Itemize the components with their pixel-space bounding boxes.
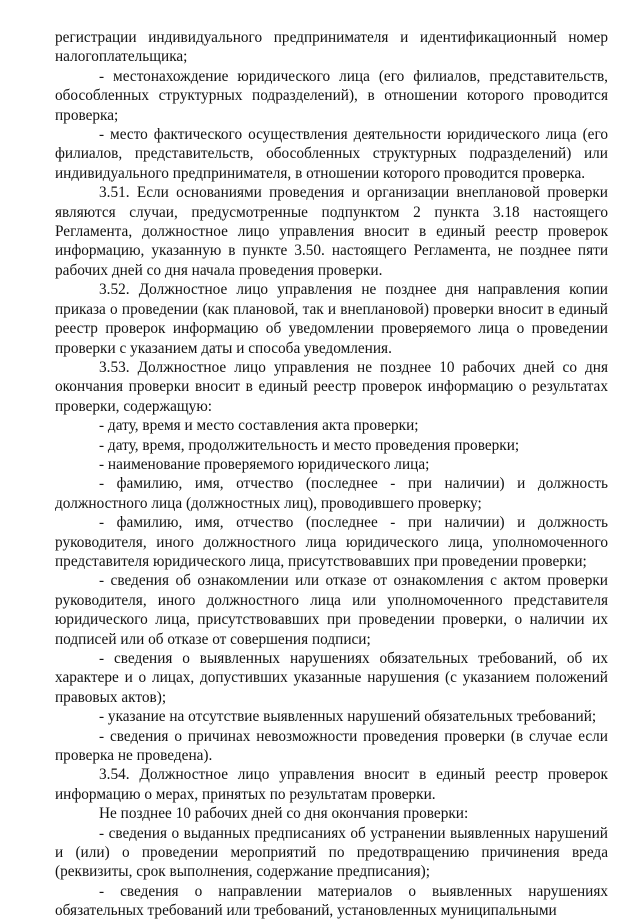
paragraph-1: регистрации индивидуального предпринимателя и идентификационный номер налогоплательщика; bbox=[55, 29, 608, 66]
paragraph-3-52: 3.52. Должностное лицо управления не позднее дня направления копии приказа о проведении (как плановой, так и внеплановой) проверки вносит в единый реестр проверок информацию об уведомлении проверяемого лица о проведении проверки с указанием даты и способа уведомления. bbox=[55, 281, 608, 357]
paragraph-2: - местонахождение юридического лица (его филиалов, представительств, обособленных структурных подразделений), в отношении которого проводится проверка; bbox=[55, 67, 608, 124]
list-item-materials: - сведения о направлении материалов о выявленных нарушениях обязательных требований или требований, установленных муниципальными bbox=[55, 882, 608, 920]
list-item-prescriptions: - сведения о выданных предписаниях об устранении выявленных нарушений и (или) о проведении мероприятий по предотвращению причинения вреда (реквизиты, срок выполнения, содержание предписания); bbox=[55, 824, 608, 881]
paragraph-3: - место фактического осуществления деятельности юридического лица (его филиалов, представительств, обособленных структурных подразделений) или индивидуального предпринимателя, в отношении которого проводится проверка. bbox=[55, 126, 608, 182]
list-item-no-violations: - указание на отсутствие выявленных нарушений обязательных требований; bbox=[99, 708, 597, 726]
list-item-acquaintance: - сведения об ознакомлении или отказе от ознакомления с актом проверки руководителя, иного должностного лица или уполномоченного представителя юридического лица, присутствовавших при проведении проверки, о наличии их подписей или об отказе от совершения подписи; bbox=[55, 572, 608, 648]
document-body bbox=[55, 28, 608, 921]
list-item-inspector-name: - фамилию, имя, отчество (последнее - при наличии) и должность должностного лица (должностных лиц), проводившего проверку; bbox=[55, 475, 608, 512]
list-item-representative-name: - фамилию, имя, отчество (последнее - при наличии) и должность руководителя, иного должностного лица юридического лица, уполномоченного представителя юридического лица, присутствовавших при проведении проверки; bbox=[55, 514, 608, 570]
list-item-act-date: - дату, время и место составления акта проверки; bbox=[99, 417, 419, 435]
paragraph-3-51: 3.51. Если основаниями проведения и организации внеплановой проверки являются случаи, предусмотренные подпунктом 2 пункта 3.18 настоящего Регламента, должностное лицо управления вносит в единый реестр проверок информацию, указанную в пункте 3.50. настоящего Регламента, не позднее пяти рабочих дней со дня начала проведения проверки. bbox=[55, 184, 608, 279]
list-item-violations: - сведения о выявленных нарушениях обязательных требований, об их характере и о лицах, допустивших указанные нарушения (с указанием положений правовых актов); bbox=[55, 650, 608, 706]
list-item-inspection-date: - дату, время, продолжительность и место проведения проверки; bbox=[99, 436, 520, 454]
paragraph-3-53: 3.53. Должностное лицо управления не позднее 10 рабочих дней со дня окончания проверки вносит в единый реестр проверок информацию о результатах проверки, содержащую: bbox=[55, 358, 608, 415]
list-item-entity-name: - наименование проверяемого юридического лица; bbox=[99, 455, 430, 473]
paragraph-3-54: 3.54. Должностное лицо управления вносит в единый реестр проверок информацию о мерах, принятых по результатам проверки. bbox=[55, 766, 608, 803]
list-item-impossibility: - сведения о причинах невозможности проведения проверки (в случае если проверка не проведена). bbox=[55, 727, 608, 765]
paragraph-deadline: Не позднее 10 рабочих дней со дня окончания проверки: bbox=[99, 805, 469, 823]
